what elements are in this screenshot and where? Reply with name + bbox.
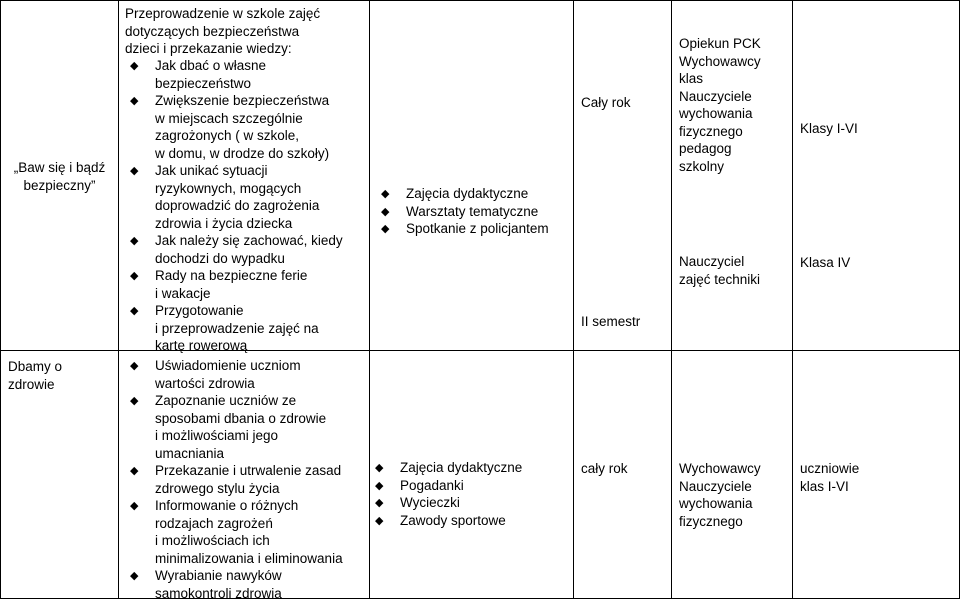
list-item: ◆ Zajęcia dydaktyczne	[381, 186, 529, 201]
list-item: ◆ Pogadanki	[375, 477, 464, 493]
bullet-icon: ◆	[381, 188, 390, 200]
list-item: ◆ Jak dbać o własne bezpieczeństwo	[130, 58, 267, 91]
row1-goals-list	[130, 57, 343, 355]
row-divider	[0, 350, 960, 351]
column-divider-3	[573, 0, 574, 599]
table-border-top	[0, 0, 960, 1]
row1-recipients-1: Klasy I-VI	[800, 121, 858, 136]
row1-term-1: Cały rok	[581, 95, 631, 110]
row2-responsible: Wychowawcy Nauczyciele wychowania fizycznego	[679, 461, 761, 529]
bullet-icon: ◆	[375, 497, 384, 509]
bullet-icon: ◆	[130, 305, 139, 317]
list-item: ◆ Informowanie o różnych rodzajach zagrożeń i możliwościach ich minimalizowania i eliminowania	[130, 498, 343, 566]
row2-forms-list	[375, 459, 523, 529]
row1-topic: „Baw się i bądź bezpieczny”	[13, 160, 106, 193]
bullet-icon: ◆	[381, 223, 390, 235]
list-item: ◆ Wycieczki	[375, 495, 460, 510]
bullet-icon: ◆	[375, 479, 384, 492]
list-item: ◆ Spotkanie z policjantem	[381, 221, 549, 236]
list-item: ◆ Uświadomienie uczniom wartości zdrowia	[130, 358, 301, 391]
list-item: ◆ Zwiększenie bezpieczeństwa w miejscach szczególnie zagrożonych ( w szkole, w domu, w drodze do szkoły)	[130, 93, 330, 161]
bullet-icon: ◆	[381, 205, 390, 218]
list-item: ◆ Przygotowanie i przeprowadzenie zajęć na kartę rowerową	[130, 303, 319, 353]
bullet-icon: ◆	[130, 570, 139, 582]
bullet-icon: ◆	[375, 514, 384, 527]
bullet-icon: ◆	[375, 462, 384, 474]
bullet-icon: ◆	[130, 500, 139, 512]
bullet-icon: ◆	[130, 165, 139, 177]
list-item: ◆ Przekazanie i utrwalenie zasad zdrowego stylu życia	[130, 463, 342, 496]
list-item: ◆ Rady na bezpieczne ferie i wakacje	[130, 268, 308, 301]
column-divider-1	[118, 0, 119, 599]
row1-responsible-1: Opiekun PCK Wychowawcy klas Nauczyciele wychowania fizycznego pedagog szkolny	[679, 36, 761, 174]
list-item: ◆ Jak należy się zachować, kiedy dochodzi do wypadku	[130, 233, 343, 266]
bullet-icon: ◆	[130, 95, 139, 107]
row1-forms-list	[381, 185, 549, 238]
row2-term: cały rok	[581, 461, 628, 476]
list-item: ◆ Warsztaty tematyczne	[381, 203, 539, 219]
row1-recipients-2: Klasa IV	[800, 255, 851, 270]
bullet-icon: ◆	[130, 465, 139, 477]
row1-responsible-2: Nauczyciel zajęć techniki	[679, 254, 761, 287]
row2-recipients: uczniowie klas I-VI	[800, 461, 860, 494]
column-divider-4	[671, 0, 672, 599]
bullet-icon: ◆	[130, 360, 139, 372]
table-border-left	[0, 0, 1, 599]
list-item: ◆ Zapoznanie uczniów ze sposobami dbania o zdrowie i możliwościami jego umacniania	[130, 393, 327, 461]
bullet-icon: ◆	[130, 395, 139, 407]
row1-term-2: II semestr	[581, 314, 641, 329]
list-item: ◆ Wyrabianie nawyków samokontroli zdrowia	[130, 568, 282, 601]
row2-goals-list	[130, 357, 343, 602]
bullet-icon: ◆	[130, 60, 139, 72]
column-divider-2	[369, 0, 370, 599]
row2-topic: Dbamy o zdrowie	[8, 359, 63, 392]
row1-goals-heading: Przeprowadzenie w szkole zajęć dotyczących bezpieczeństwa dzieci i przekazanie wiedzy:	[125, 6, 321, 56]
list-item: ◆ Jak unikać sytuacji ryzykownych, mogących doprowadzić do zagrożenia zdrowia i życia dziecka	[130, 163, 320, 231]
bullet-icon: ◆	[130, 270, 139, 282]
bullet-icon: ◆	[130, 235, 139, 247]
list-item: ◆ Zawody sportowe	[375, 512, 506, 528]
column-divider-5	[792, 0, 793, 599]
list-item: ◆ Zajęcia dydaktyczne	[375, 460, 523, 475]
